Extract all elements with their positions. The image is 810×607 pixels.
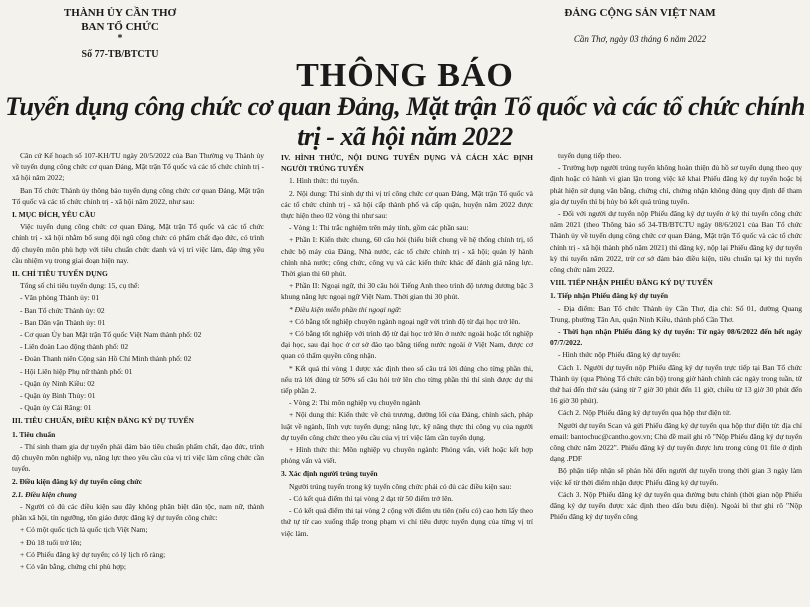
paragraph: + Nội dung thi: Kiến thức về chủ trương, đường lối của Đảng, chính sách, pháp luật về ngành, lĩnh vực tuyển dụng; năng lực, kỹ năng thực thi công vụ của người dự tuyển công chức theo yêu cầu của vị trí việc làm cần tuyển dụng.: [281, 410, 533, 442]
paragraph: - Đối với người dự tuyển nộp Phiếu đăng ký dự tuyển ở kỳ thi tuyển công chức năm 2021 (theo Thông báo số 34-TB/BTCTU ngày 08/6/2021 của Ban Tổ chức Thành ủy về tuyển dụng công chức cơ quan Đảng, Mặt trận Tổ quốc và các tổ chức chính trị - xã hội thành phố năm 2021) thì đăng ký, nộp lại Phiếu đăng ký dự tuyển kỳ thi tuyển năm 2022, trừ cơ sở đảm bảo điều kiện, tiêu chuẩn tại kỳ thi tuyển công chức năm 2022.: [550, 209, 802, 275]
paragraph: Cách 3. Nộp Phiếu đăng ký dự tuyển qua đường bưu chính (thời gian nộp Phiếu đăng ký dự tuyển được xác định theo dấu bưu điện). Ngoài bì thư ghi rõ "Nộp Phiếu đăng ký dự tuyển công: [550, 489, 802, 522]
section-heading: 1. Tiêu chuẩn: [12, 429, 56, 439]
issuer-bullet: *: [117, 33, 123, 44]
paragraph: - Liên đoàn Lao động thành phố: 02: [20, 342, 129, 352]
paragraph: + Phần II: Ngoại ngữ, thi 30 câu hỏi Tiếng Anh theo trình độ tương đương bậc 3 khung năng lực ngoại ngữ Việt Nam. Thời gian thi 30 phút.: [281, 281, 533, 302]
paragraph: - Thí sinh tham gia dự tuyển phải đảm bảo tiêu chuẩn phẩm chất, đạo đức, trình độ chuyên môn nghiệp vụ, năng lực theo yêu cầu của vị trí việc làm công chức cần tuyển.: [12, 441, 264, 474]
paragraph: - Có kết quả điểm thi tại vòng 2 cộng với điểm ưu tiên (nếu có) cao hơn lấy theo thứ tự từ cao xuống thấp trong phạm vi chỉ tiêu được tuyển dụng của từng vị trí việc làm.: [281, 506, 533, 538]
party-name: ĐẢNG CỘNG SẢN VIỆT NAM: [564, 7, 716, 19]
party-block: [540, 6, 740, 46]
paragraph: + Có một quốc tịch là quốc tịch Việt Nam;: [20, 525, 148, 535]
paragraph: + Hình thức thi: Môn nghiệp vụ chuyên ngành: Phỏng vấn, viết hoặc kết hợp phỏng vấn và viết.: [281, 445, 533, 466]
section-heading: 2. Điều kiện đăng ký dự tuyển công chức: [12, 477, 143, 487]
paragraph: + Có Phiếu đăng ký dự tuyển; có lý lịch rõ ràng;: [20, 549, 166, 559]
paragraph: Ban Tổ chức Thành ủy thông báo tuyển dụng công chức cơ quan Đảng, Mặt trận Tổ quốc và các tổ chức chính trị - xã hội năm 2022, như sau:: [12, 185, 264, 206]
issuer-line-1: THÀNH ỦY CẦN THƠ: [63, 7, 177, 19]
notice-title: THÔNG BÁO: [296, 57, 514, 94]
paragraph: - Văn phòng Thành ủy: 01: [20, 293, 100, 303]
paragraph: Cách 1. Người dự tuyển nộp Phiếu đăng ký dự tuyển trực tiếp tại Ban Tổ chức Thành ủy (qua Phòng Tổ chức cán bộ) trong giờ hành chính các ngày trong tuần, từ thứ hai đến thứ sáu (sáng từ 7 giờ 30 phút đến 11 giờ, chiều từ 13 giờ 30 phút đến 16 giờ 30 phút).: [550, 362, 802, 406]
section-heading: III. TIÊU CHUẨN, ĐIỀU KIỆN ĐĂNG KÝ DỰ TUYỂN: [12, 416, 194, 426]
paragraph: tuyển dụng tiếp theo.: [558, 151, 622, 160]
paragraph: - Trường hợp người trúng tuyển không hoàn thiện đủ hồ sơ tuyển dụng theo quy định hoặc có hành vi gian lận trong việc kê khai Phiếu đăng ký dự tuyển hoặc bị phát hiện sử dụng văn bằng, chứng chỉ, chứng nhận không đúng quy định để tham gia dự tuyển thì bị hủy bỏ kết quả trúng tuyển.: [550, 163, 802, 206]
paragraph: - Đoàn Thanh niên Cộng sản Hồ Chí Minh thành phố: 02: [20, 354, 192, 364]
section-heading: 3. Xác định người trúng tuyển: [281, 469, 378, 479]
paragraph: + Có văn bằng, chứng chỉ phù hợp;: [20, 561, 126, 571]
paragraph: Căn cứ Kế hoạch số 107-KH/TU ngày 20/5/2022 của Ban Thường vụ Thành ủy về tuyển dụng công chức cơ quan Đảng, Mặt trận Tổ quốc và các tổ chức chính trị - xã hội năm 2022;: [12, 151, 264, 183]
section-heading: I. MỤC ĐÍCH, YÊU CẦU: [12, 210, 96, 220]
paragraph: - Hình thức nộp Phiếu đăng ký dự tuyển:: [558, 350, 681, 360]
issuer-block: [40, 6, 200, 62]
section-heading: 1. Tiếp nhận Phiếu đăng ký dự tuyển: [550, 291, 669, 301]
column-3: [550, 150, 802, 607]
paragraph: Người trúng tuyển trong kỳ tuyển công chức phải có đủ các điều kiện sau:: [289, 481, 512, 491]
paragraph: * Kết quả thi vòng 1 được xác định theo số câu trả lời đúng cho từng phần thi, nếu trả lời đúng từ 50% số câu hỏi trở lên cho từng phần thì thí sinh được dự thi tiếp phần 2.: [281, 363, 533, 396]
paragraph: - Thời hạn nhận Phiếu đăng ký dự tuyển: Từ ngày 08/6/2022 đến hết ngày 07/7/2022.: [550, 327, 802, 348]
place-date: Cần Thơ, ngày 03 tháng 6 năm 2022: [573, 34, 707, 44]
paragraph: - Vòng 1: Thi trắc nghiệm trên máy tính, gồm các phần sau:: [289, 223, 469, 233]
section-heading: VIII. TIẾP NHẬN PHIẾU ĐĂNG KÝ DỰ TUYỂN: [550, 278, 713, 288]
paragraph: Người dự tuyển Scan và gửi Phiếu đăng ký dự tuyển qua hộp thư điện tử: địa chỉ email: bantochuc@cantho.gov.vn; Chủ đề mail ghi rõ "Nộp Phiếu đăng ký dự tuyển công chức năm 2022". Phiếu đăng ký dự tuyển được lưu trong cùng 01 file ở định dạng .PDF: [550, 420, 802, 464]
paragraph: - Địa điểm: Ban Tổ chức Thành ủy Cần Thơ, địa chỉ: Số 01, đường Quang Trung, phường Tân An, quận Ninh Kiều, thành phố Cần Thơ.: [550, 303, 802, 324]
paragraph: - Hội Liên hiệp Phụ nữ thành phố: 01: [20, 366, 133, 376]
paragraph: Cách 2. Nộp Phiếu đăng ký dự tuyển qua hộp thư điện tử.: [558, 408, 732, 418]
paragraph: - Quận ủy Ninh Kiều: 02: [20, 378, 95, 388]
paragraph: + Đủ 18 tuổi trở lên;: [20, 537, 82, 547]
paragraph: Việc tuyển dụng công chức cơ quan Đảng, Mặt trận Tổ quốc và các tổ chức chính trị - xã hội nhằm bổ sung đội ngũ công chức có phẩm chất đạo đức, có trình độ chuyên môn phù hợp với tiêu chuẩn chức danh và vị trí việc làm, đáp ứng yêu cầu nhiệm vụ trong giai đoạn hiện nay.: [12, 222, 264, 265]
notice-subtitle: Tuyển dụng công chức cơ quan Đảng, Mặt trận Tổ quốc và các tổ chức chính trị - xã hội năm 2022: [5, 92, 805, 151]
paragraph: + Có bằng tốt nghiệp với trình độ từ đại học trở lên ở nước ngoài hoặc tốt nghiệp đại học, sau đại học ở cơ sở đào tạo bằng tiếng nước ngoài ở Việt Nam, được cơ quan có thẩm quyền công nhận.: [281, 329, 533, 361]
paragraph: Tổng số chỉ tiêu tuyển dụng: 15, cụ thể:: [20, 281, 140, 291]
paragraph: Bộ phận tiếp nhận sẽ phản hồi đến người dự tuyển trong thời gian 3 ngày làm việc kể từ thời điểm nhận được Phiếu đăng ký dự tuyển.: [550, 466, 802, 487]
section-heading: IV. HÌNH THỨC, NỘI DUNG TUYỂN DỤNG VÀ CÁCH XÁC ĐỊNH NGƯỜI TRÚNG TUYỂN: [281, 153, 533, 174]
paragraph: - Ban Dân vận Thành ủy: 01: [20, 317, 106, 327]
paragraph: + Phần I: Kiến thức chung, 60 câu hỏi (hiểu biết chung về hệ thống chính trị, tổ chức bộ máy của Đảng, Nhà nước, các tổ chức chính trị - xã hội; quản lý hành chính nhà nước; công chức, công vụ và các kiến thức khác để đánh giá năng lực. Thời gian thi 60 phút.: [281, 235, 533, 279]
paragraph: - Có kết quả điểm thi tại vòng 2 đạt từ 50 điểm trở lên.: [289, 493, 454, 503]
column-2: [281, 150, 533, 607]
paragraph: - Cơ quan Ủy ban Mặt trận Tổ quốc Việt Nam thành phố: 02: [20, 330, 202, 340]
paragraph: - Ban Tổ chức Thành ủy: 02: [20, 305, 105, 315]
paragraph: 1. Hình thức: thi tuyển.: [289, 176, 359, 186]
paragraph: - Quận ủy Bình Thủy: 01: [20, 391, 96, 401]
paragraph: * Điều kiện miễn phần thi ngoại ngữ:: [289, 304, 402, 314]
paragraph: - Vòng 2: Thi môn nghiệp vụ chuyên ngành: [289, 398, 421, 408]
paragraph: - Quận ủy Cái Răng: 01: [20, 403, 92, 413]
column-1: [12, 150, 264, 607]
section-heading: 2.1. Điều kiện chung: [12, 489, 77, 499]
document-number: Số 77-TB/BTCTU: [81, 49, 159, 60]
issuer-line-2: BAN TỔ CHỨC: [81, 21, 159, 33]
paragraph: - Người có đủ các điều kiện sau đây không phân biệt dân tộc, nam nữ, thành phần xã hội, tín ngưỡng, tôn giáo được đăng ký dự tuyển công chức:: [12, 501, 264, 523]
paragraph: 2. Nội dung: Thí sinh dự thi vị trí công chức cơ quan Đảng, Mặt trận Tổ quốc và các tổ chức chính trị - xã hội cấp thành phố và cấp quận, huyện năm 2022 được thực hiện theo 02 vòng thi như sau:: [281, 188, 533, 221]
section-heading: II. CHỈ TIÊU TUYỂN DỤNG: [12, 269, 108, 279]
paragraph: + Có bằng tốt nghiệp chuyên ngành ngoại ngữ với trình độ từ đại học trở lên.: [289, 316, 521, 326]
